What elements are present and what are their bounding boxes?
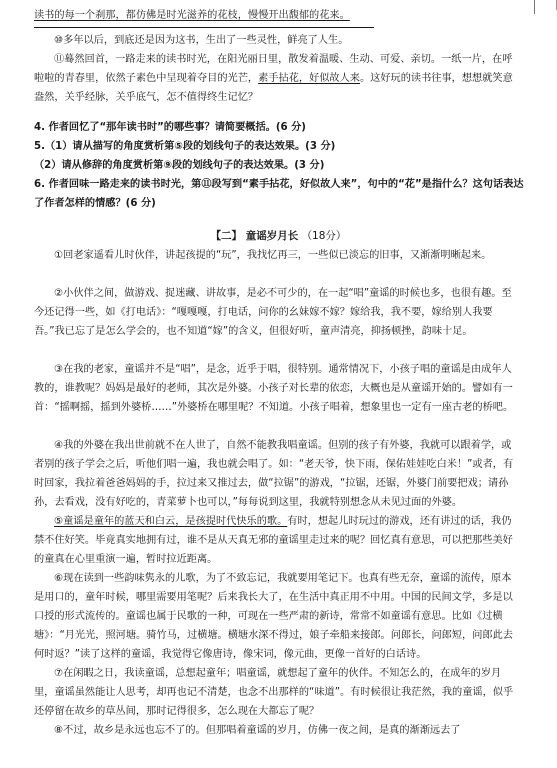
question-5-2: （2）请从修辞的角度赏析第⑨段的划线句子的表达效果。(3 分): [34, 160, 325, 171]
paragraph-10: ⑩多年以后，到底还是因为这书，生出了一些灵性，鲜亮了人生。: [54, 35, 349, 46]
paragraph-3: ③在我的老家，童谣并不是“唱”，是念，近乎于唱，很特别。通常情况下，小孩子唱的童谣是由成年人教的，谁教呢？妈妈是最好的老师，其次是外婆。小孩子对长辈的依恋，大概也是从童谣开始的。譬如有一首：“摇啊摇，摇到外婆桥……”外婆桥在哪里呢？不知道。小孩子唱着，想象里也一定有一座古老的桥吧。: [34, 364, 514, 413]
underlined-sentence-11: 素手拈花，好似故人来: [258, 73, 360, 84]
question-5-1: 5.（1）请从描写的角度赏析第⑤段的划线句子的表达效果。(3 分): [34, 141, 336, 152]
paragraph-1: ①回老家遥看儿时伙伴，讲起孩提的“玩”，我找忆再三，一些似已淡忘的旧事，又渐渐明晰起来。: [54, 250, 492, 261]
paragraph-6: ⑥现在读到一些韵味隽永的儿歌，为了不致忘记，我就要用笔记下。也真有些无奈，童谣的流传，原本是用口的，童年时候，哪里需要用笔呢？后来我长大了，在生活中真正用不中用。中国的民间文学，多是以口授的形式流传的。童谣也属于民歌的一种，可现在一些严肃的新诗，常常不如童谣有意思。比如《过横塘》：“月光光，照河塘。骑竹马，过横塘。横塘水深不得过，娘子牵船来接郎。问郎长，问郎短，问郎此去何时返？”读了这样的童谣，我觉得它像唐诗，像宋词，像元曲，更像一首好的白话诗。: [34, 573, 513, 660]
paragraph-11: ⑪蓦然回首，一路走来的读书时光，在阳光丽日里，散发着温暖、生动、可爱、亲切。一纸一片，在呼啦啦的青春里，依然子素色中呈现着夺目的光芒，素手拈花，好似故人来。这好玩的读书往事，想想就笑意盎然，关乎经脉，关乎底气，怎不值得终生记忆？: [34, 54, 513, 103]
paragraph-7: ⑦在闲暇之日，我读童谣，总想起童年；唱童谣，就想起了童年的伙伴。不知怎么的，在成年的岁月里，童谣虽然能让人思考，却再也记不清楚，也念不出那样的“味道”。有时候很让我茫然，我的童谣，似乎还停留在故乡的草丛间，那时记得很多，怎么现在大都忘了呢？: [34, 668, 514, 717]
question-6: 6. 作者回味一路走来的读书时光，第⑪段写到“素手拈花，好似故人来”，句中的“花”是指什么？这句话表达了作者怎样的情感？(6 分): [34, 179, 524, 209]
paragraph-2: ②小伙伴之间，做游戏、捉迷藏、讲故事，是必不可少的，在一起“唱”童谣的时候也多，也很有趣。至今还记得一些，如《打电话》：“嘎嘎嘎，打电话，问你的幺妹嫁不嫁？嫁给我，我不要，嫁给别人我要吾。”我已忘了是怎么学会的，也不知道“嫁”的含义，但很好听，童声清亮，抑扬顿挫，韵味十足。: [34, 288, 512, 337]
section-score: （18分）: [301, 230, 347, 242]
paragraph-8: ⑧不过，故乡是永远也忘不了的。但那唱着童谣的岁月，仿佛一夜之间，是真的渐渐远去了: [54, 725, 461, 736]
question-4: 4. 作者回忆了“那年读书时”的哪些事？请简要概括。(6 分): [34, 122, 306, 133]
passage-line-p0: 读书的每一个刹那，都仿佛是时光滋养的花枝，慢慢开出馥郁的花来。: [34, 10, 350, 21]
section-title: [0, 227, 557, 246]
paragraph-4: ④我的外婆在我出世前就不在人世了，自然不能教我唱童谣。但别的孩子有外婆，我就可以跟着学，或者别的孩子学会之后，听他们唱一遍，我也就会唱了。如：“老天爷，快下雨，保佑娃娃吃白米！”或者，有时回家，我拉着爸爸妈妈的手，拉过来又推过去，做“拉锯”的游戏，“拉锯，还锯，外婆门前要把戏；请孙孙，去看戏，没有好吃的，青菜萝卜也可以，”每每说到这里，我就特别想念从未见过面的外婆。: [34, 440, 514, 508]
underline-rule: [34, 27, 374, 28]
section-label: 【二】 童谣岁月长: [210, 230, 299, 242]
paragraph-5: ⑤童谣是童年的蓝天和白云，是孩提时代快乐的歌。有时，想起儿时玩过的游戏，还有讲过的话，我仍禁不住好笑。毕竟真实地拥有过，谁不是从天真无邪的童谣里走过来的呢？回忆真有意思，可以把那些美好的童真在心里重演一遍，暂时拉近距离。: [34, 516, 513, 565]
corner-mark: [534, 0, 535, 14]
underlined-sentence-5: ⑤童谣是童年的蓝天和白云，是孩提时代快乐的歌。: [54, 516, 288, 527]
